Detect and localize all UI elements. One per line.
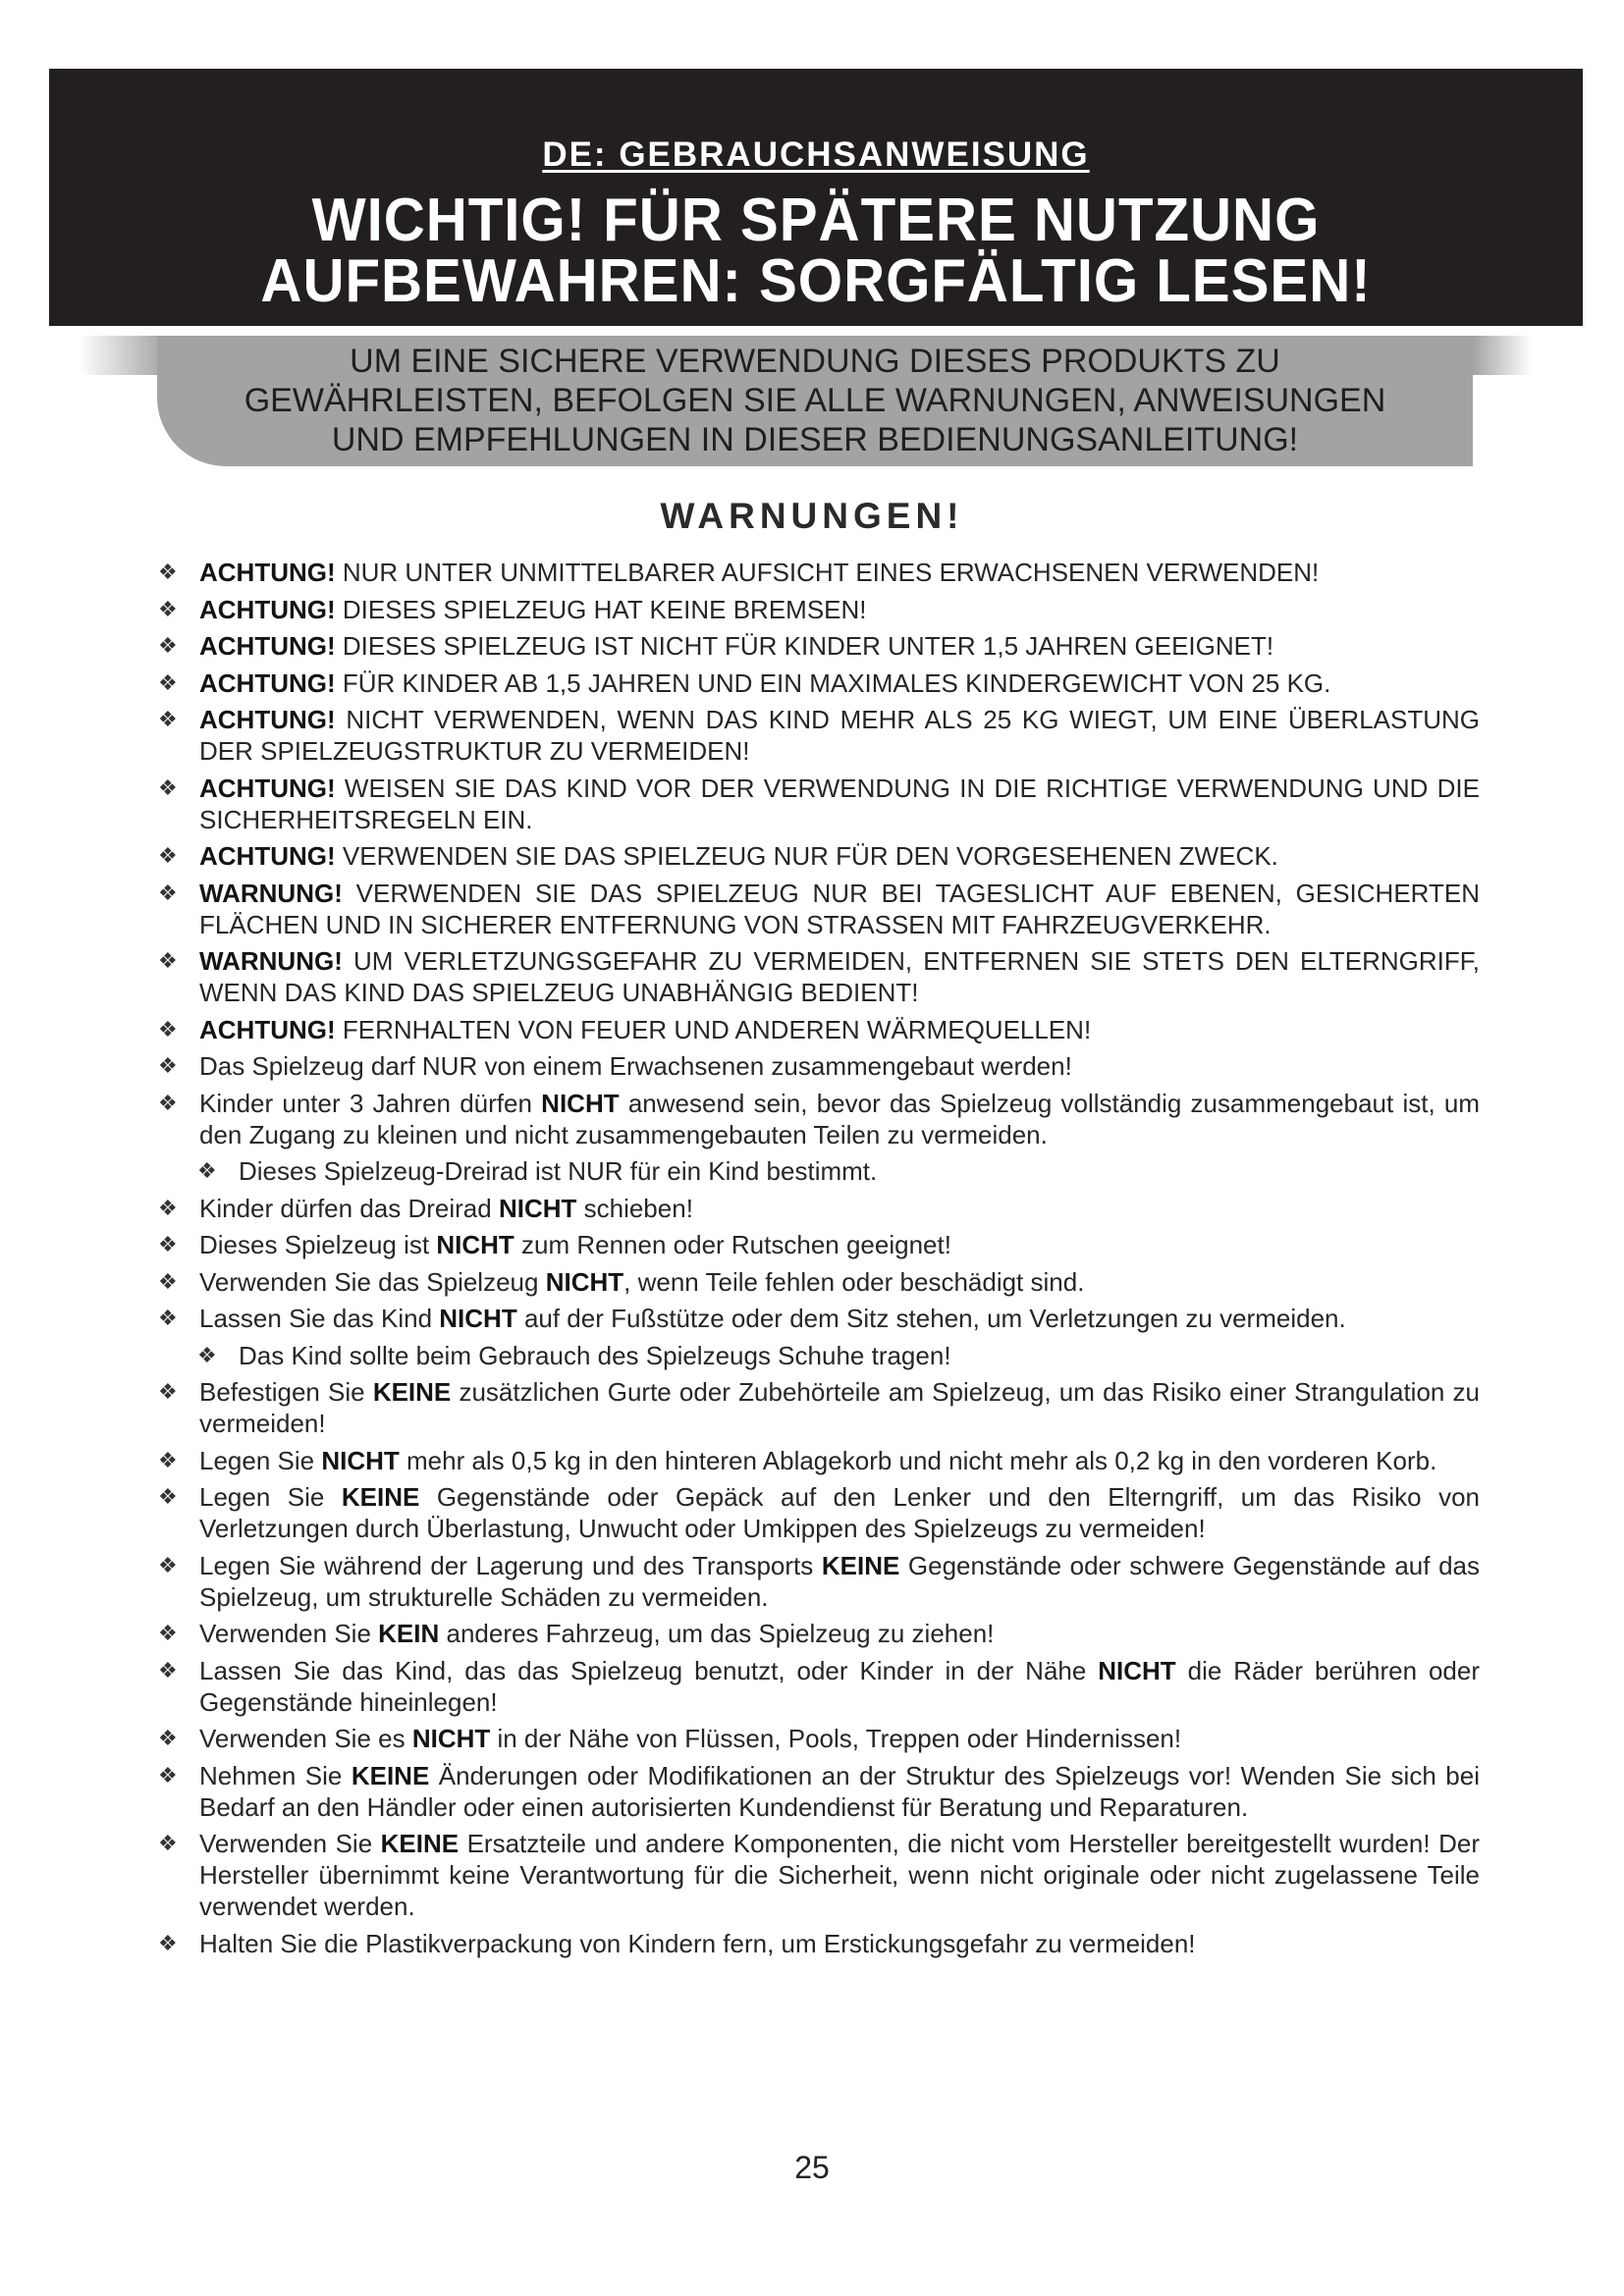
warning-text: FERNHALTEN VON FEUER UND ANDEREN WÄRMEQUELLEN!	[335, 1014, 1092, 1044]
banner-line-1: UM EINE SICHERE VERWENDUNG DIESES PRODUKTS ZU	[350, 343, 1280, 380]
warning-emphasis: NICHT	[321, 1445, 400, 1475]
banner-fade-right	[1473, 336, 1532, 375]
warning-text: Ersatzteile und andere Komponenten, die nicht vom Hersteller bereitgestellt wurden! Der Hersteller übernimmt keine Verantwortung für die Sicherheit, wenn nicht originale oder nicht zugelassene Teile verwendet werden.	[199, 1829, 1480, 1921]
four-diamond-bullet-icon: ❖	[158, 880, 178, 905]
four-diamond-bullet-icon: ❖	[158, 1552, 178, 1577]
four-diamond-bullet-icon: ❖	[158, 1484, 178, 1509]
warning-text: anderes Fahrzeug, um das Spielzeug zu ziehen!	[439, 1619, 995, 1648]
warning-text: Kinder unter 3 Jahren dürfen	[199, 1088, 542, 1118]
warning-text: Nehmen Sie	[199, 1760, 352, 1790]
warnings-list	[152, 557, 1480, 1964]
warning-item	[152, 1050, 1480, 1082]
title-line-2: AUFBEWAHREN: SORGFÄLTIG LESEN!	[260, 247, 1372, 315]
warning-text: WEISEN SIE DAS KIND VOR DER VERWENDUNG IN DIE RICHTIGE VERWENDUNG UND DIE SICHERHEITSREGELN EIN.	[199, 773, 1480, 834]
four-diamond-bullet-icon: ❖	[158, 1657, 178, 1682]
four-diamond-bullet-icon: ❖	[158, 1447, 178, 1472]
warning-text: Kinder dürfen das Dreirad	[199, 1193, 499, 1223]
warning-emphasis: ACHTUNG!	[199, 594, 336, 624]
four-diamond-bullet-icon: ❖	[158, 1726, 178, 1750]
warning-text: UM VERLETZUNGSGEFAHR ZU VERMEIDEN, ENTFERNEN SIE STETS DEN ELTERNGRIFF, WENN DAS KIND DAS SPIELZEUG UNABHÄNGIG BEDIENT!	[199, 946, 1480, 1007]
four-diamond-bullet-icon: ❖	[158, 1621, 178, 1645]
warning-text: Änderungen oder Modifikationen an der Struktur des Spielzeugs vor! Wenden Sie sich bei Bedarf an den Händler oder einen autorisierten Kundendienst für Beratung und Reparaturen.	[199, 1760, 1480, 1822]
warning-text: in der Nähe von Flüssen, Pools, Treppen oder Hindernissen!	[490, 1724, 1182, 1753]
warning-text: Verwenden Sie	[199, 1619, 379, 1648]
warning-emphasis: KEINE	[341, 1482, 420, 1512]
four-diamond-bullet-icon: ❖	[158, 1268, 178, 1294]
warnings-heading: WARNUNGEN!	[660, 496, 964, 536]
warning-item	[152, 1618, 1480, 1649]
four-diamond-bullet-icon: ❖	[158, 1195, 178, 1220]
warning-emphasis: NICHT	[439, 1304, 517, 1333]
warning-emphasis: NICHT	[498, 1193, 577, 1223]
warning-item	[152, 557, 1480, 588]
warning-item	[152, 878, 1480, 940]
banner-line-2: GEWÄHRLEISTEN, BEFOLGEN SIE ALLE WARNUNGEN, ANWEISUNGEN	[244, 382, 1386, 419]
warning-emphasis: NICHT	[541, 1088, 620, 1118]
warning-text: Legen Sie	[199, 1482, 342, 1512]
warning-item	[152, 945, 1480, 1008]
banner-fade-left	[79, 336, 167, 375]
warning-emphasis: KEINE	[821, 1550, 900, 1580]
warning-emphasis: ACHTUNG!	[199, 705, 336, 734]
warning-text: Befestigen Sie	[199, 1377, 373, 1407]
warning-text: anwesend sein, bevor das Spielzeug vollständig zusammengebaut ist, um den Zugang zu kleinen und nicht zusammengebauten Teilen zu vermeiden.	[199, 1088, 1481, 1149]
four-diamond-bullet-icon: ❖	[158, 1930, 178, 1955]
warning-text: Gegenstände oder Gepäck auf den Lenker und den Elterngriff, um das Risiko von Verletzungen durch Überlastung, Unwucht oder Umkippen des Spielzeugs zu vermeiden!	[199, 1482, 1480, 1543]
warning-text: FÜR KINDER AB 1,5 JAHREN UND EIN MAXIMALES KINDERGEWICHT VON 25 KG.	[335, 667, 1331, 698]
warning-item	[152, 1445, 1480, 1476]
four-diamond-bullet-icon: ❖	[158, 1016, 178, 1041]
warning-text: DIESES SPIELZEUG IST NICHT FÜR KINDER UNTER 1,5 JAHREN GEEIGNET!	[335, 631, 1274, 661]
warning-emphasis: ACHTUNG!	[199, 558, 336, 587]
warning-emphasis: ACHTUNG!	[199, 841, 336, 871]
warning-text: Gegenstände oder schwere Gegenstände auf das Spielzeug, um strukturelle Schäden zu vermeiden.	[199, 1550, 1480, 1612]
warning-item	[152, 704, 1480, 767]
warning-emphasis: KEINE	[372, 1377, 452, 1407]
warning-text: Legen Sie	[199, 1445, 322, 1475]
banner-line-3: UND EMPFEHLUNGEN IN DIESER BEDIENUNGSANLEITUNG!	[331, 421, 1299, 458]
four-diamond-bullet-icon: ❖	[158, 1831, 178, 1855]
warning-item	[152, 1928, 1480, 1959]
warning-emphasis: WARNUNG!	[199, 878, 343, 908]
header-bar	[49, 69, 1583, 326]
warning-emphasis: NICHT	[1098, 1655, 1176, 1685]
four-diamond-bullet-icon: ❖	[197, 1342, 217, 1367]
safety-banner	[157, 336, 1473, 466]
warning-text: mehr als 0,5 kg in den hinteren Ablagekorb und nicht mehr als 0,2 kg in den vorderen Korb.	[399, 1445, 1437, 1475]
warning-emphasis: WARNUNG!	[199, 946, 343, 976]
four-diamond-bullet-icon: ❖	[158, 1232, 178, 1256]
warning-item	[152, 1655, 1480, 1718]
warning-text: zum Rennen oder Rutschen geeignet!	[514, 1230, 951, 1259]
four-diamond-bullet-icon: ❖	[197, 1158, 217, 1183]
four-diamond-bullet-icon: ❖	[158, 1379, 178, 1404]
four-diamond-bullet-icon: ❖	[158, 1306, 178, 1330]
warning-emphasis: KEIN	[378, 1619, 440, 1648]
four-diamond-bullet-icon: ❖	[158, 843, 178, 868]
four-diamond-bullet-icon: ❖	[158, 596, 178, 621]
warning-emphasis: ACHTUNG!	[199, 631, 336, 661]
warning-text: VERWENDEN SIE DAS SPIELZEUG NUR FÜR DEN VORGESEHENEN ZWECK.	[335, 841, 1278, 871]
warning-item	[152, 1376, 1480, 1439]
document-subtitle: DE: GEBRAUCHSANWEISUNG	[542, 135, 1090, 174]
document-title	[95, 187, 1537, 315]
warning-text: Verwenden Sie	[199, 1829, 381, 1858]
warning-item	[152, 1303, 1480, 1334]
warning-emphasis: ACHTUNG!	[199, 773, 336, 803]
warning-text: die Räder berühren oder Gegenstände hineinlegen!	[199, 1655, 1480, 1717]
warning-text: , wenn Teile fehlen oder beschädigt sind.	[623, 1266, 1085, 1297]
warning-text: Das Spielzeug darf NUR von einem Erwachsenen zusammengebaut werden!	[199, 1051, 1072, 1081]
four-diamond-bullet-icon: ❖	[158, 1053, 178, 1078]
four-diamond-bullet-icon: ❖	[158, 1090, 178, 1115]
warning-item	[152, 840, 1480, 872]
warning-emphasis: NICHT	[436, 1230, 514, 1259]
warning-item	[152, 1266, 1480, 1298]
warning-item	[152, 1828, 1480, 1922]
four-diamond-bullet-icon: ❖	[158, 774, 178, 800]
warning-item	[152, 630, 1480, 662]
warning-text: Legen Sie während der Lagerung und des Transports	[199, 1550, 822, 1580]
warning-text: Das Kind sollte beim Gebrauch des Spielzeugs Schuhe tragen!	[239, 1340, 951, 1370]
warning-text: Verwenden Sie es	[199, 1724, 412, 1753]
page-number: 25	[794, 2150, 830, 2185]
warning-item	[152, 1155, 1480, 1187]
warning-text: schieben!	[576, 1193, 693, 1223]
warning-text: Dieses Spielzeug-Dreirad ist NUR für ein Kind bestimmt.	[239, 1156, 878, 1186]
four-diamond-bullet-icon: ❖	[158, 669, 178, 695]
four-diamond-bullet-icon: ❖	[158, 633, 178, 658]
warning-text: Lassen Sie das Kind, das das Spielzeug benutzt, oder Kinder in der Nähe	[199, 1655, 1099, 1685]
warning-emphasis: NICHT	[545, 1266, 624, 1297]
four-diamond-bullet-icon: ❖	[158, 1762, 178, 1788]
warning-emphasis: ACHTUNG!	[199, 667, 336, 698]
four-diamond-bullet-icon: ❖	[158, 560, 178, 584]
warning-emphasis: KEINE	[351, 1760, 430, 1790]
warning-item	[152, 667, 1480, 699]
four-diamond-bullet-icon: ❖	[158, 707, 178, 731]
warning-item	[152, 1088, 1480, 1150]
warning-item	[152, 773, 1480, 835]
warning-emphasis: ACHTUNG!	[199, 1014, 336, 1044]
warning-text: Dieses Spielzeug ist	[199, 1230, 437, 1259]
warning-text: Halten Sie die Plastikverpackung von Kindern fern, um Erstickungsgefahr zu vermeiden!	[199, 1928, 1196, 1958]
warning-text: DIESES SPIELZEUG HAT KEINE BREMSEN!	[335, 594, 867, 624]
warning-item	[152, 1193, 1480, 1224]
warning-text: VERWENDEN SIE DAS SPIELZEUG NUR BEI TAGESLICHT AUF EBENEN, GESICHERTEN FLÄCHEN UND IN SICHERER ENTFERNUNG VON STRASSEN MIT FAHRZEUGVERKEHR.	[199, 878, 1480, 939]
warning-item	[152, 594, 1480, 625]
warning-item	[152, 1229, 1480, 1260]
warning-text: auf der Fußstütze oder dem Sitz stehen, um Verletzungen zu vermeiden.	[516, 1304, 1346, 1333]
warning-item	[152, 1760, 1480, 1823]
warning-text: Verwenden Sie das Spielzeug	[199, 1266, 546, 1297]
warning-emphasis: NICHT	[411, 1724, 491, 1753]
warning-emphasis: KEINE	[380, 1829, 460, 1858]
warning-item	[152, 1550, 1480, 1613]
warning-item	[152, 1014, 1480, 1045]
warning-item	[152, 1481, 1480, 1544]
warning-text: zusätzlichen Gurte oder Zubehörteile am Spielzeug, um das Risiko einer Strangulation zu vermeiden!	[199, 1377, 1481, 1438]
four-diamond-bullet-icon: ❖	[158, 948, 178, 973]
title-line-1: WICHTIG! FÜR SPÄTERE NUTZUNG	[311, 187, 1321, 254]
warning-text: NUR UNTER UNMITTELBARER AUFSICHT EINES ERWACHSENEN VERWENDEN!	[335, 558, 1320, 587]
warning-item	[152, 1723, 1480, 1754]
warning-item	[152, 1340, 1480, 1371]
warning-text: NICHT VERWENDEN, WENN DAS KIND MEHR ALS 25 KG WIEGT, UM EINE ÜBERLASTUNG DER SPIELZEUGSTRUKTUR ZU VERMEIDEN!	[199, 705, 1480, 766]
warning-text: Lassen Sie das Kind	[199, 1304, 440, 1333]
